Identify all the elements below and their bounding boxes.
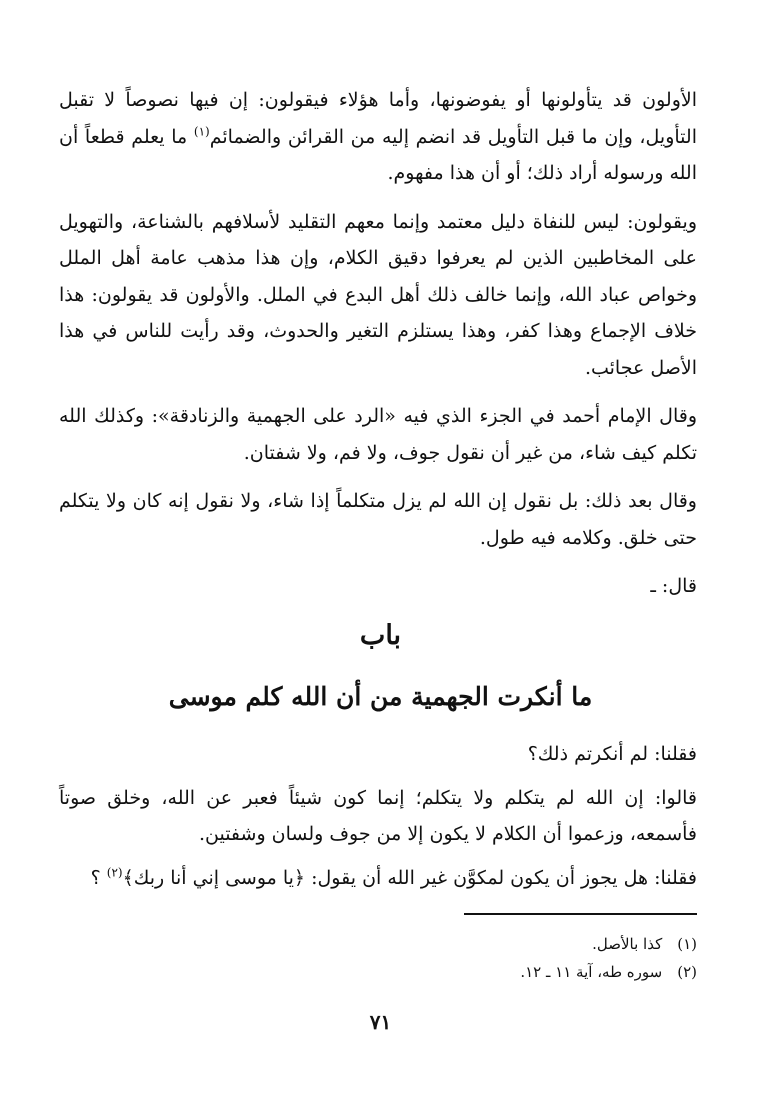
- paragraph-4: وقال بعد ذلك: بل نقول إن الله لم يزل متكلماً إذا شاء، ولا نقول إنه كان ولا يتكلم حتى خلق. وكلامه فيه طول.: [59, 490, 697, 549]
- footnote-2: [59, 958, 697, 986]
- paragraph-1-text: الأولون قد يتأولونها أو يفوضونها، وأما هؤلاء فيقولون: إن فيها نصوصاً لا تقبل التأويل، وإن ما قبل التأويل قد انضم إليه من القرائن والضمائم: [59, 89, 697, 148]
- footnote-divider: [464, 913, 697, 915]
- footnote-1-text: كذا بالأصل.: [592, 935, 663, 953]
- chapter-paragraph-3: [59, 860, 697, 896]
- chapter-text-block: [59, 736, 697, 904]
- paragraph-1: [59, 82, 697, 192]
- chapter-paragraph-1: فقلنا: لم أنكرتم ذلك؟: [527, 743, 697, 765]
- paragraph-2: ويقولون: ليس للنفاة دليل معتمد وإنما معهم التقليد لأسلافهم بالشناعة، والتهويل على المخاطبين الذين لم يعرفوا دقيق الكلام، وإن هذا مذهب عامة أهل الملل وخواص عباد الله، وإنما خالف ذلك أهل البدع في الملل. والأولون قد يقولون: هذا خلاف الإجماع وهذا كفر، وهذا يستلزم التغير والحدوث، وقد رأيت للناس في هذا الأصل عجائب.: [59, 210, 697, 379]
- chapter-paragraph-2: قالوا: إن الله لم يتكلم ولا يتكلم؛ إنما كون شيئاً فعبر عن الله، وخلق صوتاً فأسمعه، وزعموا أن الكلام لا يكون إلا من جوف ولسان وشفتين.: [59, 787, 697, 845]
- paragraph-5: قال: ـ: [650, 575, 697, 597]
- paragraph-1-continued: ما يعلم قطعاً أن الله ورسوله أراد ذلك؛ أو أن هذا مفهوم.: [59, 125, 697, 184]
- main-text-block: [59, 82, 697, 617]
- chapter-label: باب: [359, 620, 402, 651]
- footnote-2-text: سوره طه، آية ١١ ـ ١٢.: [520, 963, 663, 981]
- page-number: ٧١: [369, 1010, 392, 1034]
- question-mark: ؟: [90, 867, 101, 889]
- footnote-ref-1: (١): [193, 124, 210, 139]
- footnote-1-number: (١): [677, 935, 697, 953]
- footnotes: [59, 930, 697, 986]
- footnote-2-number: (٢): [677, 963, 697, 981]
- chapter-paragraph-3-text: فقلنا: هل يجوز أن يكون لمكوَّن غير الله أن يقول: ﴿يا موسى إني أنا ربك﴾: [122, 867, 697, 889]
- footnote-1: [59, 930, 697, 958]
- chapter-title: ما أنكرت الجهمية من أن الله كلم موسى: [168, 682, 593, 711]
- paragraph-3: وقال الإمام أحمد في الجزء الذي فيه «الرد على الجهمية والزنادقة»: وكذلك الله تكلم كيف شاء، من غير أن نقول جوف، ولا فم، ولا شفتان.: [59, 405, 697, 464]
- footnote-ref-2: (٢): [106, 865, 123, 880]
